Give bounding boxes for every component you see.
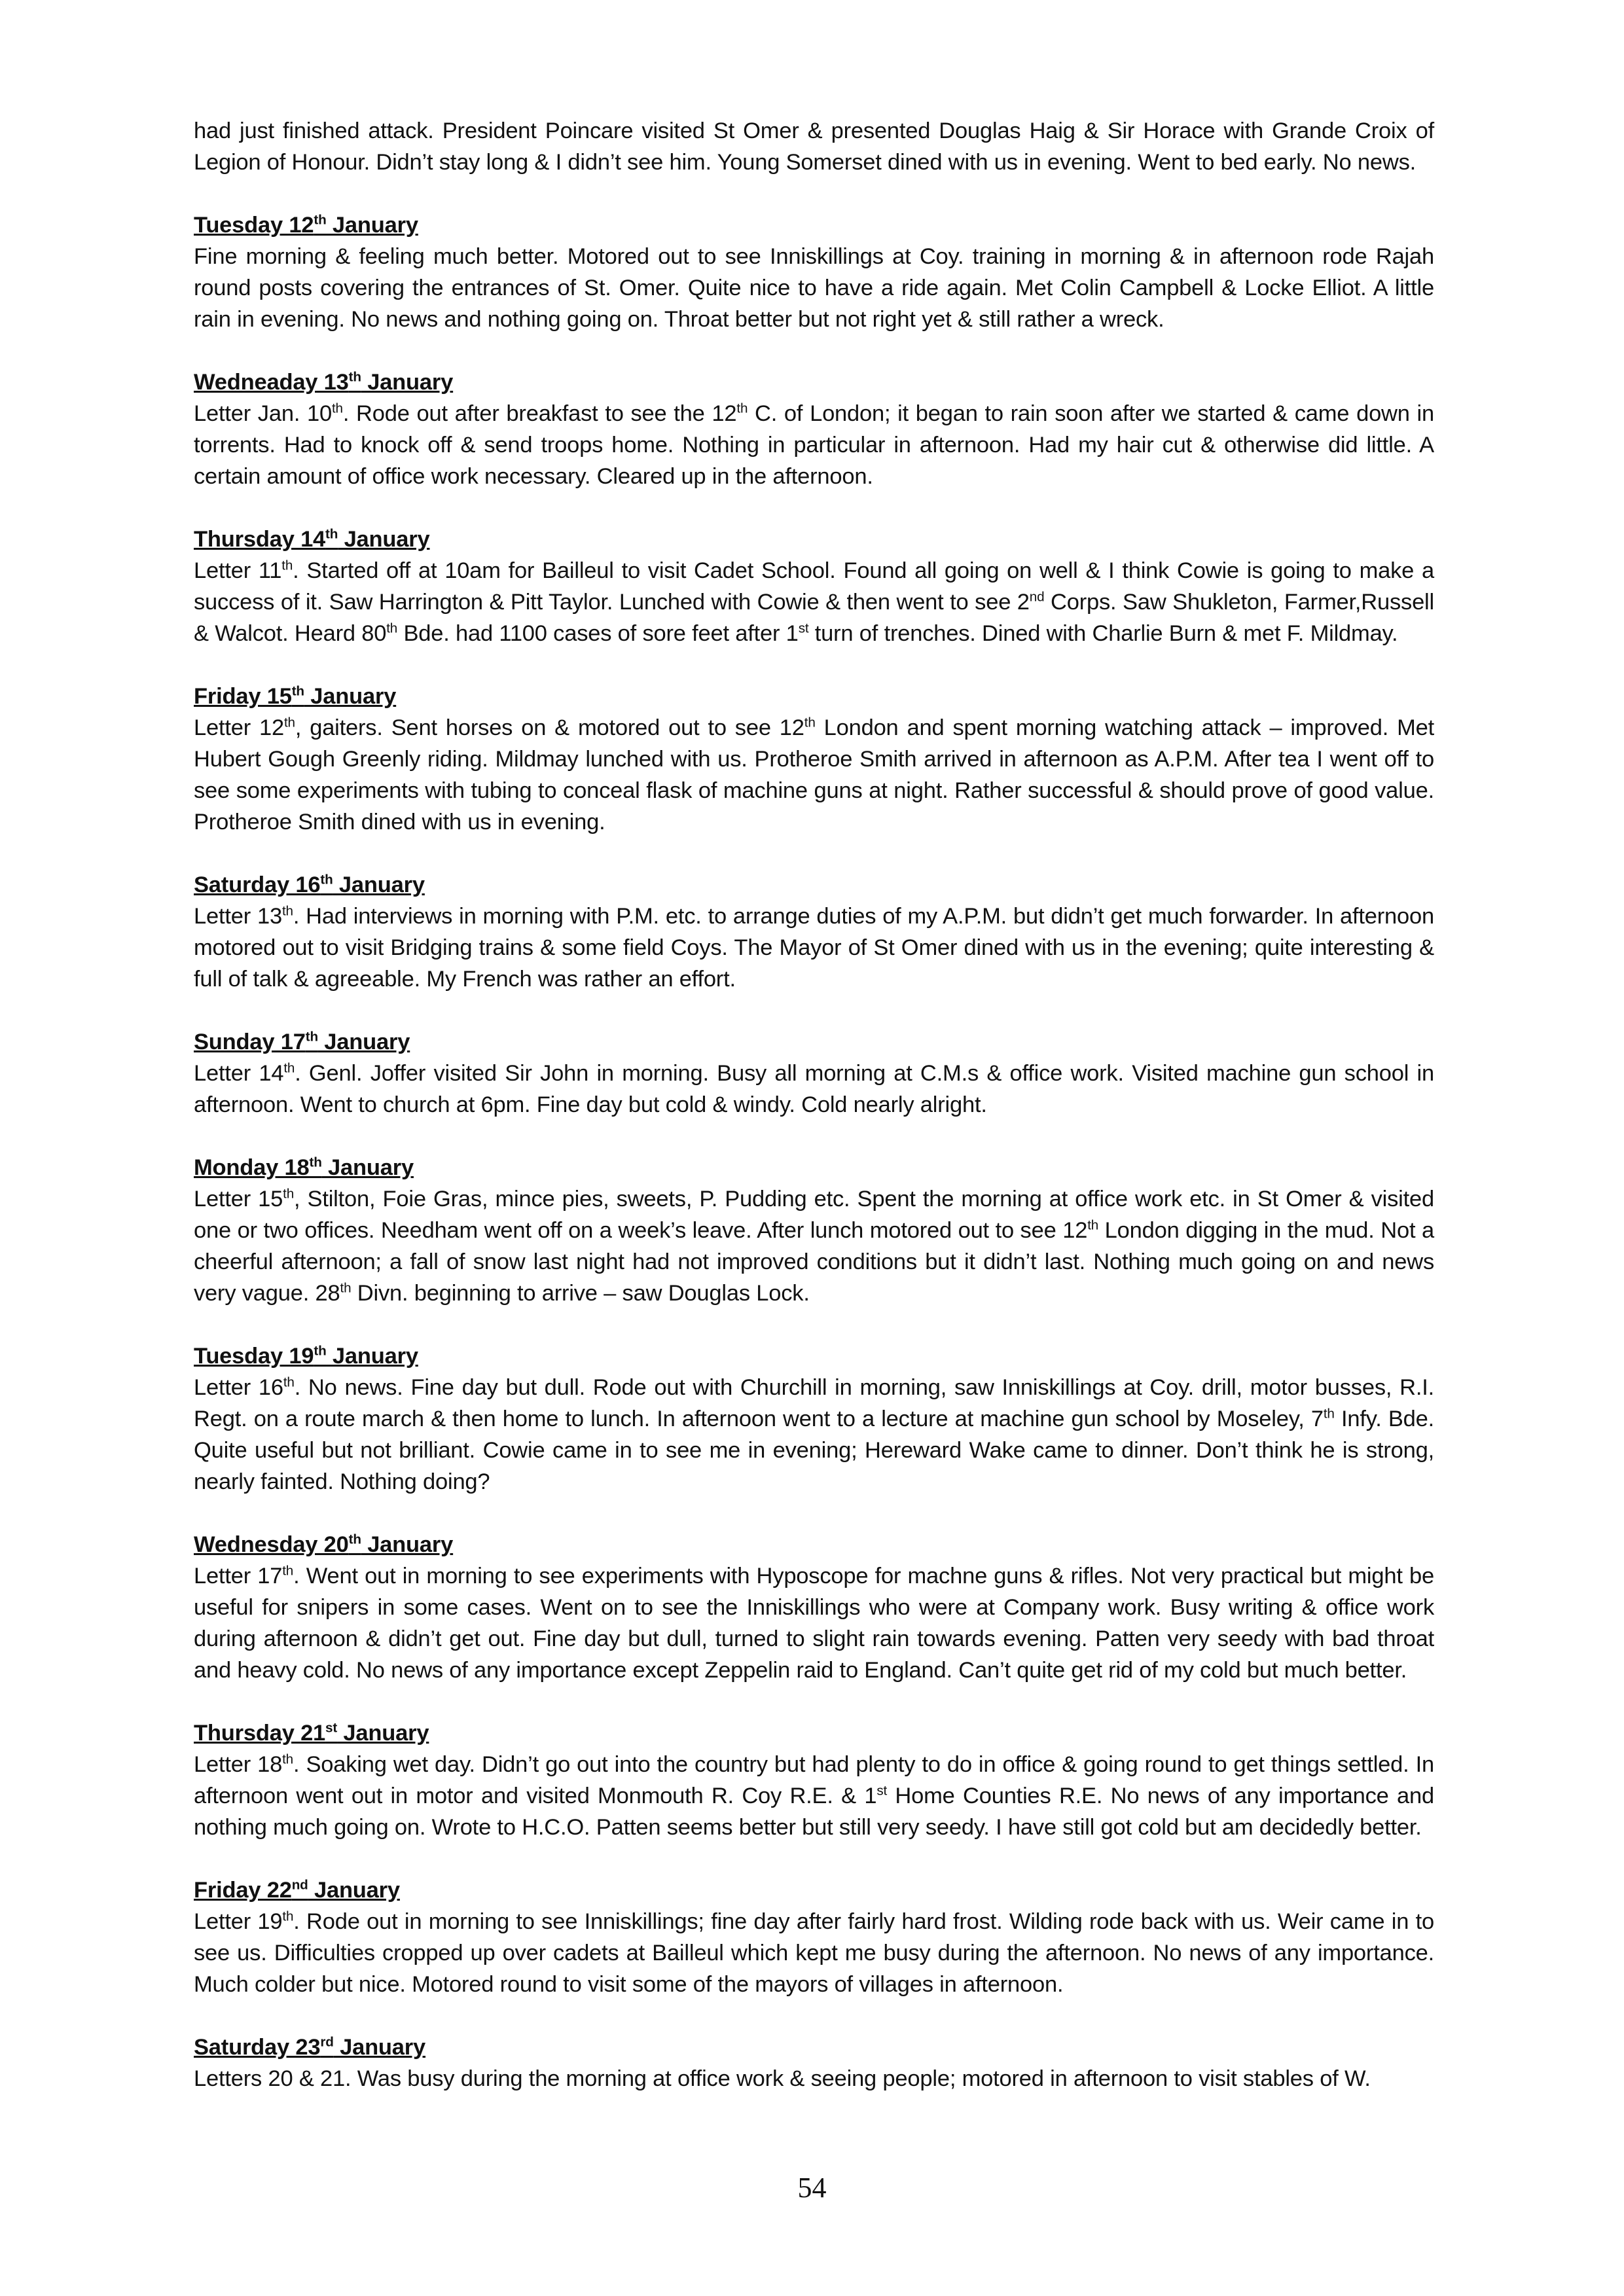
ordinal-suffix: th <box>281 903 293 919</box>
diary-entries <box>194 209 1434 2094</box>
entry-text: . Rode out in morning to see Inniskillings; fine day after fairly hard frost. Wilding rode back with us. Weir came in to see us. Difficulties cropped up over cadets at Bailleul which kept me busy during the afternoon. No news of any importance. Much colder but nice. Motored round to visit some of the mayors of villages in afternoon. <box>194 1909 1434 1997</box>
entry-text: C. of London; it began to rain soon after we started & came down in torrents. Had to knock off & send troops home. Nothing in particular in afternoon. Had my hair cut & otherwise did little. A certain amount of office work necessary. Cleared up in the afternoon. <box>194 401 1434 489</box>
entry-date-day: Friday 15 <box>194 684 292 709</box>
entry-date-heading <box>194 367 1434 398</box>
entry-date-month: January <box>317 1030 410 1054</box>
entry-text: Home Counties R.E. No news of any importance and nothing much going on. Wrote to H.C.O. Patten seems better but still very seedy. I have still got cold but am decidedly better. <box>194 1784 1434 1840</box>
entry-text: Letter 11 <box>194 558 282 583</box>
ordinal-suffix: th <box>804 715 816 730</box>
entry-text: turn of trenches. Dined with Charlie Burn & met F. Mildmay. <box>808 621 1398 646</box>
entry-text: Bde. had 1100 cases of sore feet after 1 <box>397 621 799 646</box>
entry-date-heading <box>194 1874 1434 1906</box>
entry-text: Letter 12 <box>194 715 284 740</box>
intro-paragraph: had just finished attack. President Poincare visited St Omer & presented Douglas Haig & Sir Horace with Grande Croix of Legion of Honour. Didn’t stay long & I didn’t see him. Young Somerset dined with us in evening. Went to bed early. No news. <box>194 118 1434 175</box>
diary-entry <box>194 1152 1434 1309</box>
entry-text: Letter 13 <box>194 904 282 929</box>
entry-text: . Went out in morning to see experiments with Hyposcope for machne guns & rifles. Not very practical but might be useful for snipers in some cases. Went on to see the Inniskillings who were at Company work. Busy writing & office work during afternoon & didn’t get out. Fine day but dull, turned to slight rain towards evening. Patten very seedy with bad throat and heavy cold. No news of any importance except Zeppelin raid to England. Can’t quite get rid of my cold but much better. <box>194 1564 1434 1683</box>
entry-text: Letter Jan. 10 <box>194 401 332 426</box>
entry-body <box>194 2063 1434 2094</box>
entry-text: Letter 16 <box>194 1375 283 1400</box>
ordinal-suffix: th <box>282 1909 294 1924</box>
entry-date-day: Thursday 21 <box>194 1721 326 1746</box>
entry-text: Letter 15 <box>194 1187 283 1211</box>
entry-text: Letter 14 <box>194 1061 284 1086</box>
entry-date-heading <box>194 681 1434 712</box>
entry-date-day: Thursday 14 <box>194 527 326 552</box>
entry-date-heading <box>194 1152 1434 1183</box>
entry-date-suffix: rd <box>320 2034 334 2050</box>
ordinal-suffix: nd <box>1029 589 1045 605</box>
entry-date-suffix: nd <box>291 1877 308 1893</box>
entry-date-month: January <box>321 1155 414 1180</box>
entry-date-suffix: th <box>305 1029 318 1045</box>
ordinal-suffix: th <box>331 401 343 416</box>
entry-body <box>194 901 1434 995</box>
entry-body <box>194 1372 1434 1498</box>
ordinal-suffix: th <box>283 715 295 730</box>
entry-text: Infy. Bde. Quite useful but not brilliant. Cowie came in to see me in evening; Hereward Wake came to dinner. Don’t think he is strong, nearly fainted. Nothing doing? <box>194 1407 1434 1494</box>
entry-date-heading <box>194 2032 1434 2063</box>
entry-date-month: January <box>333 2035 426 2060</box>
entry-date-month: January <box>308 1878 400 1903</box>
ordinal-suffix: th <box>386 620 398 636</box>
entry-text: . Genl. Joffer visited Sir John in morning. Busy all morning at C.M.s & office work. Visited machine gun school in afternoon. Went to church at 6pm. Fine day but cold & windy. Cold nearly alright. <box>194 1061 1434 1117</box>
entry-date-month: January <box>326 213 418 238</box>
entry-body: Fine morning & feeling much better. Motored out to see Inniskillings at Coy. training in morning & in afternoon rode Rajah round posts covering the entrances of St. Omer. Quite nice to have a ride again. Met Colin Campbell & Locke Elliot. A little rain in evening. No news and nothing going on. Throat better but not right yet & still rather a wreck. <box>194 244 1434 332</box>
entry-body <box>194 398 1434 492</box>
ordinal-suffix: th <box>736 401 748 416</box>
entry-date-month: January <box>337 1721 429 1746</box>
entry-body <box>194 1560 1434 1686</box>
diary-entry <box>194 1340 1434 1498</box>
entry-body <box>194 1749 1434 1843</box>
entry-text: London digging in the mud. Not a cheerful afternoon; a fall of snow last night had not improved conditions but it didn’t last. Nothing much going on and news very vague. 28 <box>194 1218 1434 1306</box>
entry-date-heading <box>194 1340 1434 1372</box>
entry-date-suffix: th <box>348 1532 361 1547</box>
entry-date-suffix: th <box>309 1155 322 1170</box>
ordinal-suffix: th <box>283 1374 295 1390</box>
entry-text: London and spent morning watching attack – improved. Met Hubert Gough Greenly riding. Mildmay lunched with us. Protheroe Smith arrived in afternoon as A.P.M. After tea I went off to see some experiments with tubing to conceal flask of machine guns at night. Rather successful & should prove of good value. Protheroe Smith dined with us in evening. <box>194 715 1434 834</box>
diary-entry <box>194 1717 1434 1843</box>
diary-entry <box>194 2032 1434 2094</box>
entry-date-day: Tuesday 19 <box>194 1344 314 1369</box>
entry-date-month: January <box>361 370 454 395</box>
entry-date-month: January <box>361 1532 454 1557</box>
entry-date-day: Saturday 23 <box>194 2035 321 2060</box>
entry-body <box>194 1183 1434 1309</box>
entry-text: , Stilton, Foie Gras, mince pies, sweets, P. Pudding etc. Spent the morning at office work etc. in St Omer & visited one or two offices. Needham went off on a week’s leave. After lunch motored out to see 12 <box>194 1187 1434 1243</box>
entry-date-day: Friday 22 <box>194 1878 292 1903</box>
entry-date-suffix: th <box>291 683 304 699</box>
entry-date-suffix: th <box>320 872 333 888</box>
entry-text: Letter 17 <box>194 1564 283 1588</box>
entry-text: . No news. Fine day but dull. Rode out with Churchill in morning, saw Inniskillings at Coy. drill, motor busses, R.I. Regt. on a route march & then home to lunch. In afternoon went to a lecture at machine gun school by Moseley, 7 <box>194 1375 1434 1431</box>
ordinal-suffix: st <box>876 1783 888 1799</box>
ordinal-suffix: th <box>282 1751 293 1767</box>
entry-date-suffix: th <box>314 1343 327 1359</box>
entry-date-day: Monday 18 <box>194 1155 310 1180</box>
entry-text: . Had interviews in morning with P.M. etc. to arrange duties of my A.P.M. but didn’t get much forwarder. In afternoon motored out to visit Bridging trains & some field Coys. The Mayor of St Omer dined with us in the evening; quite interesting & full of talk & agreeable. My French was rather an effort. <box>194 904 1434 992</box>
entry-date-heading <box>194 1529 1434 1560</box>
entry-date-suffix: st <box>325 1720 338 1736</box>
diary-entry <box>194 209 1434 335</box>
entry-date-heading <box>194 869 1434 901</box>
ordinal-suffix: th <box>283 1060 295 1076</box>
entry-date-day: Saturday 16 <box>194 872 321 897</box>
entry-text: Letters 20 & 21. Was busy during the morning at office work & seeing people; motored in afternoon to visit stables of W. <box>194 2066 1371 2091</box>
diary-entry <box>194 869 1434 995</box>
entry-date-day: Tuesday 12 <box>194 213 314 238</box>
ordinal-suffix: th <box>281 558 293 573</box>
entry-date-suffix: th <box>348 369 361 385</box>
entry-date-heading <box>194 524 1434 555</box>
entry-body <box>194 555 1434 649</box>
page-number: 54 <box>797 2172 827 2204</box>
ordinal-suffix: th <box>283 1186 294 1202</box>
diary-entry <box>194 524 1434 649</box>
diary-page <box>194 115 1434 2094</box>
entry-text: Corps. Saw Shukleton, Farmer,Russell & Walcot. Heard 80 <box>194 590 1434 646</box>
ordinal-suffix: th <box>1323 1406 1335 1422</box>
entry-date-day: Wednesday 20 <box>194 1532 349 1557</box>
entry-text: . Started off at 10am for Bailleul to visit Cadet School. Found all going on well & I think Cowie is going to make a success of it. Saw Harrington & Pitt Taylor. Lunched with Cowie & then went to see 2 <box>194 558 1434 615</box>
entry-date-suffix: th <box>314 212 327 228</box>
diary-entry <box>194 681 1434 838</box>
entry-body <box>194 712 1434 838</box>
entry-text: . Rode out after breakfast to see the 12 <box>342 401 737 426</box>
ordinal-suffix: th <box>340 1280 352 1296</box>
entry-text: Letter 19 <box>194 1909 283 1934</box>
entry-date-heading <box>194 1717 1434 1749</box>
entry-text: Letter 18 <box>194 1752 283 1777</box>
ordinal-suffix: st <box>798 620 809 636</box>
entry-date-heading <box>194 1026 1434 1058</box>
ordinal-suffix: th <box>1087 1217 1099 1233</box>
entry-date-heading <box>194 209 1434 241</box>
diary-entry <box>194 367 1434 492</box>
entry-body <box>194 1058 1434 1121</box>
entry-date-day: Wedneaday 13 <box>194 370 349 395</box>
entry-date-month: January <box>338 527 430 552</box>
diary-entry <box>194 1529 1434 1686</box>
entry-text: , gaiters. Sent horses on & motored out to see 12 <box>295 715 804 740</box>
entry-text: Divn. beginning to arrive – saw Douglas Lock. <box>351 1281 810 1306</box>
diary-entry <box>194 1026 1434 1121</box>
entry-date-day: Sunday 17 <box>194 1030 306 1054</box>
entry-date-month: January <box>333 872 425 897</box>
entry-date-suffix: th <box>325 526 338 542</box>
ordinal-suffix: th <box>282 1563 294 1579</box>
diary-entry <box>194 1874 1434 2000</box>
entry-body <box>194 1906 1434 2000</box>
entry-date-month: January <box>304 684 397 709</box>
entry-text: . Soaking wet day. Didn’t go out into the country but had plenty to do in office & going round to get things settled. In afternoon went out in motor and visited Monmouth R. Coy R.E. & 1 <box>194 1752 1434 1808</box>
entry-date-month: January <box>326 1344 418 1369</box>
